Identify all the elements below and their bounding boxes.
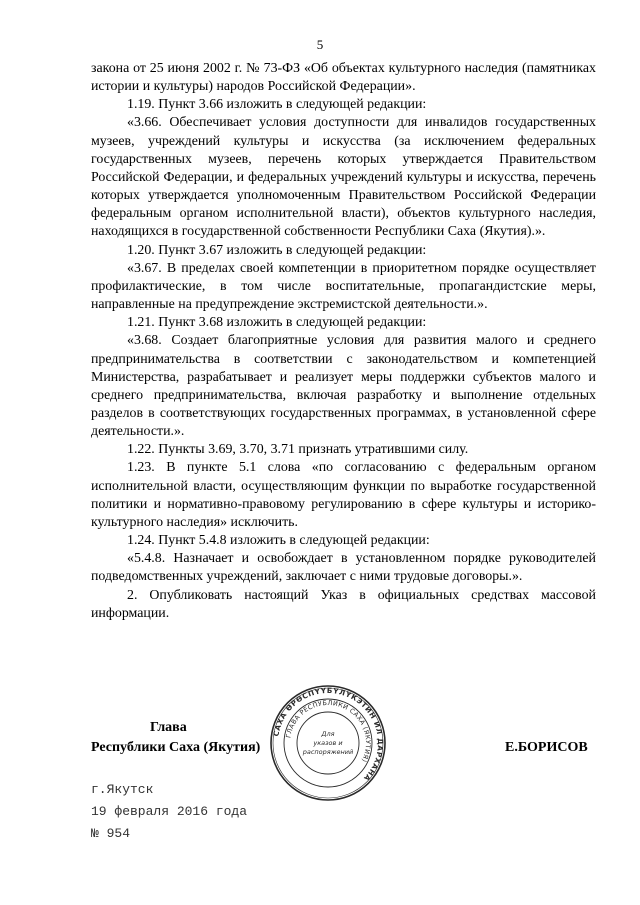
seal-center-line-1: Для <box>321 730 335 738</box>
signatory-organization: Республики Саха (Якутия) <box>91 740 261 755</box>
paragraph-3-68: «3.68. Создает благоприятные условия для развития малого и среднего предпринимательства в соответствии с законодательством и компетенцией Министерства, разрабатывает и реализует меры поддержки субъектов малого и среднего предпринимательства, включая разработку и выполнение отдельных разделов в соответствующих государственных программах, в установленной сфере деятельности.». <box>91 333 596 440</box>
paragraph-1-23: 1.23. В пункте 5.1 слова «по согласованию с федеральным органом исполнительной власти, осуществляющим функции по выработке государственной политики и нормативно-правовому регулированию в сфере культуры и историко-культурного наследия» исключить. <box>91 460 596 530</box>
footer-city: г.Якутск <box>91 782 154 797</box>
document-footer <box>91 779 247 845</box>
paragraph-1-21: 1.21. Пункт 3.68 изложить в следующей редакции: <box>127 315 427 331</box>
footer-number: № 954 <box>91 826 131 841</box>
seal-outer-text: САХА ӨРӨСПҮҮБҮЛҮКЭТИН ИЛ ДАРХАНА <box>271 685 386 784</box>
paragraph-3-67: «3.67. В пределах своей компетенции в приоритетном порядке осуществляет профилактические, в том числе воспитательные, пропагандистские меры, направленные на предупреждение экстремистской деятельности.». <box>91 260 596 313</box>
decree-body <box>91 60 596 623</box>
paragraph-3-66: «3.66. Обеспечивает условия доступности для инвалидов государственных музеев, учреждений культуры и искусства (за исключением федеральных государственных музеев, перечень которых утверждается Правительством Российской Федерации, и федеральных учреждений культуры и искусства, перечень которых утверждается уполномоченным Правительством Российской Федерации федеральным органом исполнительной власти), объектов культурного наследия, находящихся в государственной собственности Республики Саха (Якутия).». <box>91 115 596 240</box>
seal-center-line-3: распоряжений <box>302 748 354 756</box>
paragraph-law-continuation: закона от 25 июня 2002 г. № 73-ФЗ «Об объектах культурного наследия (памятниках истории и культуры) народов Российской Федерации». <box>91 61 596 95</box>
paragraph-1-24: 1.24. Пункт 5.4.8 изложить в следующей редакции: <box>127 533 430 549</box>
paragraph-1-22: 1.22. Пункты 3.69, 3.70, 3.71 признать утратившими силу. <box>127 442 469 458</box>
official-seal-stamp <box>269 684 387 802</box>
signatory-name: Е.БОРИСОВ <box>505 740 588 755</box>
footer-date: 19 февраля 2016 года <box>91 804 248 819</box>
seal-center-line-2: указов и <box>313 739 343 747</box>
paragraph-2: 2. Опубликовать настоящий Указ в официальных средствах массовой информации. <box>91 587 596 621</box>
signatory-post: Глава <box>150 720 187 735</box>
seal-inner-text: ГЛАВА РЕСПУБЛИКИ САХА (ЯКУТИЯ) <box>284 698 373 764</box>
paragraph-5-4-8: «5.4.8. Назначает и освобождает в установленном порядке руководителей подведомственных учреждений, заключает с ними трудовые договоры.». <box>91 551 596 585</box>
paragraph-1-20: 1.20. Пункт 3.67 изложить в следующей редакции: <box>127 242 427 258</box>
paragraph-1-19: 1.19. Пункт 3.66 изложить в следующей редакции: <box>127 97 427 113</box>
page-number: 5 <box>316 37 324 52</box>
